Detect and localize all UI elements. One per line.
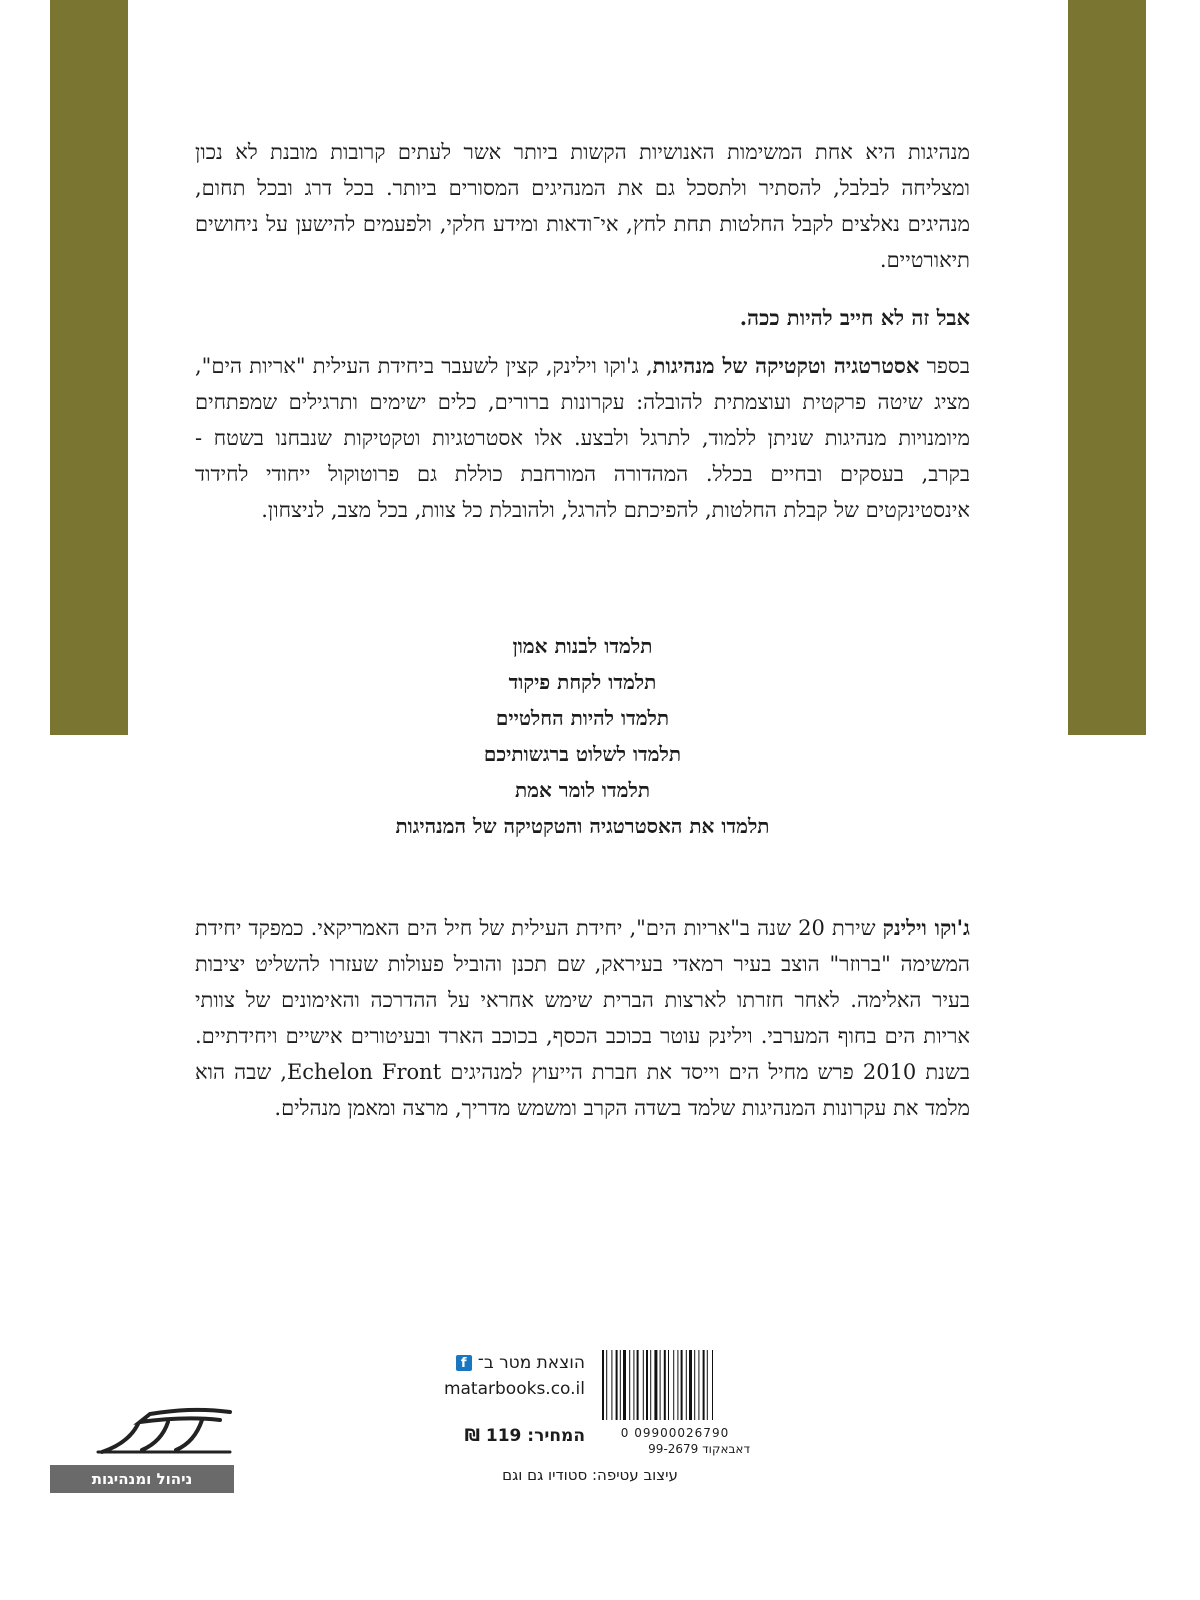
barcode-bar [698,1350,699,1420]
publisher-url: matarbooks.co.il [443,1379,585,1399]
author-bio [195,910,970,1126]
author-bio-body: שירת 20 שנה ב"אריות הים", יחידת העילית של חיל הים האמריקאי. כמפקד יחידת המשימה "ברוזר" הוצב בעיר רמאדי בעיראק, שם תכנן והוביל פעולות שעזרו להשליט יציבות בעיר האלימה. לאחר חזרתו לארצות הברית שימש אחראי על ההדרכה והאימונים של צוותי אריות הים בחוף המערבי. וילינק עוטר בכוכב הכסף, בכוכב הארד ובעיטורים אישיים ויחידתיים. בשנת 2010 פרש מחיל הים וייסד את חברת הייעוץ למנהיגים Echelon Front, שבה הוא מלמד את עקרונות המנהיגות שלמד בשדה הקרב ומשמש מדריך, מרצה ומאמן מנהלים. [195,916,970,1120]
cover-designer: עיצוב עטיפה: סטודיו גם וגם [502,1466,678,1484]
facebook-icon: f [456,1355,472,1371]
category-label: ניהול ומנהיגות [50,1465,234,1493]
barcode-bar [606,1350,607,1420]
learn-item: תלמדו לקחת פיקוד [508,670,657,694]
barcode-bar [681,1350,683,1420]
barcode-bar [629,1350,630,1420]
right-side-bar [1068,0,1146,735]
learn-list [195,628,970,844]
book-desc-body: , ג'וקו וילינק, קצין לשעבר ביחידת העילית "אריות הים", מציג שיטה פרקטית ועוצמתית להובלה: עקרונות ברורים, כלים ישימים ותרגילים שמפתחים מיומנויות מנהיגות שניתן ללמוד, לתרגל ולבצע. אלו אסטרטגיות וטקטיקות שנבחנו בשטח - בקרב, בעסקים ובחיים בכלל. המהדורה המורחבת כוללת גם פרוטוקול ייחודי לחידוד אינסטינקטים של קבלת החלטות, להפיכתם להרגל, ולהובלת כל צוות, בכל מצב, לניצחון. [195,354,970,522]
barcode-bar [650,1350,651,1420]
barcode-bar [602,1350,604,1420]
left-side-bar [50,0,128,735]
barcode-bar [646,1350,648,1420]
barcode-bar [633,1350,634,1420]
author-name: ג'וקו וילינק [882,915,970,940]
barcode-bar [694,1350,695,1420]
barcode-number: 0 09900026790 [620,1426,730,1440]
barcode-bar [664,1350,666,1420]
learn-item: תלמדו להיות החלטיים [495,706,670,730]
intro-paragraph: מנהיגות היא אחת המשימות האנושיות הקשות ביותר אשר לעתים קרובות מובנת לא נכון ומצליחה לבלבל, להסתיר ולתסכל גם את המנהיגים המסורים ביותר. בכל דרג ובכל תחום, מנהיגים נאלצים לקבל החלטות תחת לחץ, אי־ודאות ומידע חלקי, ולפעמים להישען על ניחושים תיאורטיים. [195,140,970,272]
barcode-bar [637,1350,639,1420]
matar-logo-icon [80,1400,250,1460]
barcode-icon [600,1350,750,1420]
barcode-bar [686,1350,687,1420]
barcode-bar [623,1350,626,1420]
barcode-bar [660,1350,661,1420]
learn-item: תלמדו לומר אמת [514,778,651,802]
barcode-bar [620,1350,621,1420]
publisher-block [405,1350,585,1446]
price: המחיר: 119 ₪ [464,1426,585,1446]
barcode-bar [689,1350,692,1420]
barcode-bar [643,1350,644,1420]
learn-item: תלמדו לבנות אמון [512,634,653,658]
barcode-bar [668,1350,669,1420]
learn-item: תלמדו לשלוט ברגשותיכם [483,742,682,766]
book-title: אסטרטגיה וטקטיקה של מנהיגות [652,353,920,378]
publisher-name: הוצאת מטר ב־ [477,1353,585,1373]
publisher-line [405,1350,585,1376]
barcode-code: דאבאקוד 99-2679 [648,1442,750,1456]
barcode-bar [707,1350,708,1420]
barcode-bar [654,1350,657,1420]
barcode-bar [712,1350,713,1420]
barcode-block [600,1350,750,1456]
book-desc-prefix: בספר [919,354,970,378]
barcode-bar [611,1350,612,1420]
learn-item: תלמדו את האסטרטגיה והטקטיקה של המנהיגות [395,814,770,838]
book-description [195,348,970,528]
barcode-bar [703,1350,705,1420]
barcode-bar [677,1350,678,1420]
barcode-bar [673,1350,674,1420]
tagline: אבל זה לא חייב להיות ככה. [739,305,970,330]
barcode-bar [616,1350,618,1420]
